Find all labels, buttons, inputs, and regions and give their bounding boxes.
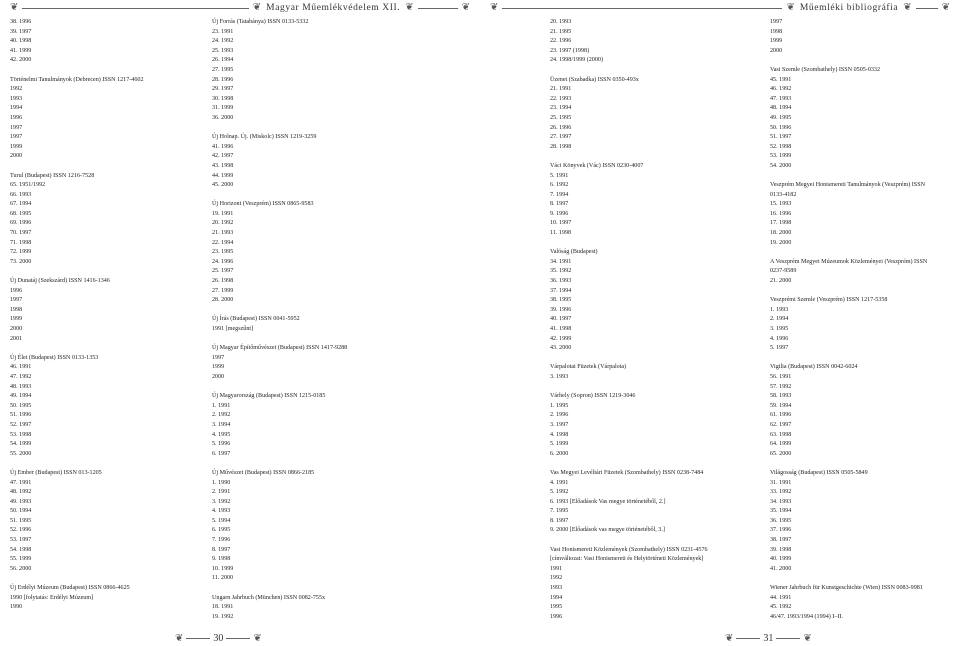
- entry-spacer: [212, 459, 472, 469]
- right-page: [480, 0, 960, 646]
- volume-entry: 35. 1992: [550, 268, 572, 275]
- entry-spacer: [770, 56, 960, 66]
- right-running-header: [490, 2, 950, 14]
- volume-entry: 50. 1994: [10, 508, 32, 515]
- periodical-title: Új Írás (Budapest) ISSN 0041-5952: [212, 316, 300, 323]
- volume-entry: 20. 1993: [550, 19, 572, 25]
- volume-entry: 42. 2000: [10, 57, 32, 64]
- volume-entry: 1. 1990: [212, 479, 231, 486]
- entry-spacer: [212, 335, 472, 345]
- volume-entry: 36. 1993: [550, 278, 572, 285]
- volume-entry: 1. 1991: [212, 402, 231, 409]
- volume-entry: 53. 1997: [10, 537, 32, 544]
- volume-entry: 27. 1997: [550, 134, 572, 141]
- volume-entry: 26. 1994: [212, 57, 234, 64]
- volume-entry: 53. 1999: [770, 153, 792, 160]
- volume-entry: 41. 1999: [10, 47, 32, 54]
- periodical-title: Várpalotai Füzetek (Várpalota): [550, 364, 627, 371]
- volume-entry: 5. 1999: [550, 441, 569, 448]
- volume-entry: 36. 2000: [212, 114, 234, 121]
- volume-entry: 27. 1999: [212, 287, 234, 294]
- volume-entry: 72. 1999: [10, 249, 32, 256]
- ornament-icon: ❦: [725, 632, 734, 644]
- volume-entry: 52. 1997: [10, 421, 32, 428]
- periodical-title: Új Magyar Építőművészet (Budapest) ISSN 1417-9288: [212, 345, 348, 352]
- volume-entry: 2. 1994: [770, 316, 789, 323]
- volume-entry: 1992: [10, 86, 23, 93]
- volume-entry: 55. 1999: [10, 556, 32, 563]
- volume-entry: 55. 2000: [10, 450, 32, 457]
- volume-entry: 5. 1991: [550, 172, 569, 179]
- volume-entry: 5. 1996: [212, 441, 231, 448]
- volume-entry: 62. 1997: [770, 421, 792, 428]
- volume-entry: 1. 1993: [770, 306, 789, 313]
- volume-entry: 54. 1999: [10, 441, 32, 448]
- volume-entry: 15. 1993: [770, 201, 792, 208]
- entry-spacer: [770, 354, 960, 364]
- volume-entry: 40. 1999: [770, 556, 792, 563]
- volume-entry: 25. 1995: [550, 114, 572, 121]
- volume-entry: 1996: [550, 613, 563, 620]
- volume-entry: 61. 1996: [770, 412, 792, 419]
- volume-entry: 1. 1995: [550, 402, 569, 409]
- right-header-title: Műemléki bibliográfia: [799, 3, 899, 13]
- volume-entry: 54. 2000: [770, 162, 792, 169]
- volume-entry: [címváltozat: Vasi Honismereti és Helytörténeti Közlemények]: [550, 556, 704, 563]
- volume-entry: 1999: [770, 38, 783, 45]
- volume-entry: 47. 1991: [10, 479, 32, 486]
- periodical-title: Történelmi Tanulmányok (Debrecen) ISSN 1217-4602: [10, 76, 144, 83]
- volume-entry: 50. 1996: [770, 124, 792, 131]
- volume-entry: 52. 1998: [770, 143, 792, 150]
- ornament-icon: ❦: [941, 2, 950, 13]
- volume-entry: 1993: [550, 585, 563, 592]
- entry-spacer: [770, 172, 960, 182]
- entry-spacer: [10, 344, 200, 354]
- periodical-title: Új Ember (Budapest) ISSN 013-1205: [10, 469, 102, 476]
- volume-entry: 38. 1996: [10, 19, 32, 25]
- volume-entry: 24. 1998/1999 (2000): [550, 57, 603, 64]
- bibliography-column-4: [770, 18, 960, 622]
- entry-spacer: [10, 574, 200, 584]
- volume-entry: 73. 2000: [10, 258, 32, 265]
- volume-entry: 37. 1996: [770, 527, 792, 534]
- left-header-title: Magyar Műemlékvédelem XII.: [266, 3, 401, 13]
- volume-entry: 5. 1994: [212, 517, 231, 524]
- volume-entry: 22. 1996: [550, 38, 572, 45]
- volume-entry: 52. 1996: [10, 527, 32, 534]
- volume-entry: 27. 1995: [212, 66, 234, 73]
- volume-entry: 20. 1992: [212, 220, 234, 227]
- volume-entry: 21. 2000: [770, 278, 792, 285]
- volume-entry: 11. 1998: [550, 230, 572, 237]
- volume-entry: 1994: [550, 594, 563, 601]
- volume-entry: 53. 1998: [10, 431, 32, 438]
- volume-entry: 19. 1991: [212, 210, 234, 217]
- volume-entry: 49. 1994: [10, 393, 32, 400]
- header-rule: [502, 8, 782, 9]
- volume-entry: 1995: [550, 604, 563, 611]
- volume-entry: 25. 1997: [212, 268, 234, 275]
- volume-entry: 47. 1992: [10, 373, 32, 380]
- periodical-title: Ungarn Jahrbuch (München) ISSN 0082-755x: [212, 594, 326, 601]
- volume-entry: 37. 1994: [550, 287, 572, 294]
- volume-entry: 23. 1991: [212, 28, 234, 35]
- volume-entry: 51. 1996: [10, 412, 32, 419]
- volume-entry: 43. 1998: [212, 162, 234, 169]
- entry-spacer: [550, 239, 760, 249]
- ornament-icon: ❦: [903, 2, 912, 13]
- volume-entry: 1992: [550, 575, 563, 582]
- ornament-icon: ❦: [10, 2, 19, 13]
- volume-entry: 0133-4182: [770, 191, 797, 198]
- volume-entry: 17. 1998: [770, 220, 792, 227]
- volume-entry: 41. 1996: [212, 143, 234, 150]
- volume-entry: 56. 1991: [770, 373, 792, 380]
- volume-entry: 1990: [10, 604, 23, 611]
- volume-entry: 1994: [10, 105, 23, 112]
- volume-entry: 2000: [770, 47, 783, 54]
- periodical-title: Új Élet (Budapest) ISSN 0133-1353: [10, 354, 99, 361]
- volume-entry: 1999: [212, 364, 225, 371]
- volume-entry: 6. 1997: [212, 450, 231, 457]
- volume-entry: 69. 1996: [10, 220, 32, 227]
- volume-entry: 59. 1994: [770, 402, 792, 409]
- periodical-title: Új Művészet (Budapest) ISSN 0866-2185: [212, 469, 315, 476]
- periodical-title: Váci Könyvek (Vác) ISSN 0230-4007: [550, 162, 644, 169]
- volume-entry: 10. 1999: [212, 565, 234, 572]
- volume-entry: 6. 1992: [550, 182, 569, 189]
- ornament-icon: ❦: [490, 2, 499, 13]
- entry-spacer: [550, 536, 760, 546]
- periodical-title: Világosság (Budapest) ISSN 0505-5849: [770, 469, 868, 476]
- volume-entry: 6. 1995: [212, 527, 231, 534]
- periodical-title: Valóság (Budapest): [550, 249, 598, 256]
- volume-entry: 2000: [10, 153, 23, 160]
- volume-entry: 19. 1992: [212, 613, 234, 620]
- ornament-icon: ❦: [175, 632, 184, 644]
- volume-entry: 26. 1996: [550, 124, 572, 131]
- entry-spacer: [770, 248, 960, 258]
- volume-entry: 1997: [10, 134, 23, 141]
- volume-entry: 34. 1991: [550, 258, 572, 265]
- volume-entry: 11. 2000: [212, 575, 234, 582]
- ornament-icon: ❦: [252, 2, 262, 13]
- volume-entry: 4. 1991: [550, 479, 569, 486]
- periodical-title: Várhely (Sopron) ISSN 1219-3046: [550, 393, 636, 400]
- periodical-title: Turul (Budapest) ISSN 1216-7528: [10, 172, 95, 179]
- entry-spacer: [770, 287, 960, 297]
- volume-entry: 35. 1994: [770, 508, 792, 515]
- volume-entry: 51. 1995: [10, 517, 32, 524]
- volume-entry: 48. 1992: [10, 489, 32, 496]
- volume-entry: 5. 1997: [770, 345, 789, 352]
- bibliography-column-3: [550, 18, 760, 622]
- ornament-icon: ❦: [405, 2, 414, 13]
- volume-entry: 1996: [10, 287, 23, 294]
- volume-entry: 21. 1991: [550, 86, 572, 93]
- volume-entry: 21. 1995: [550, 28, 572, 35]
- periodical-title: Üzenet (Szabadka) ISSN 0350-493x: [550, 76, 639, 83]
- volume-entry: 34. 1993: [770, 498, 792, 505]
- volume-entry: 1997: [770, 19, 783, 25]
- left-running-header: [10, 2, 470, 14]
- periodical-title: Új Holnap. Új. (Miskolc) ISSN 1219-3259: [212, 134, 317, 141]
- volume-entry: 3. 1994: [212, 421, 231, 428]
- volume-entry: 9. 1996: [550, 210, 569, 217]
- volume-entry: 7. 1994: [550, 191, 569, 198]
- volume-entry: 68. 1995: [10, 210, 32, 217]
- volume-entry: 44. 1991: [770, 594, 792, 601]
- periodical-title: Vasi Szemle (Szombathely) ISSN 0505-0332: [770, 66, 881, 73]
- volume-entry: 9. 2000 [Előadások vas megye történetéből, 3.]: [550, 527, 665, 534]
- volume-entry: 18. 1991: [212, 604, 234, 611]
- entry-spacer: [550, 354, 760, 364]
- volume-entry: 24. 1992: [212, 38, 234, 45]
- right-page-number: [725, 633, 812, 644]
- volume-entry: 23. 1995: [212, 249, 234, 256]
- periodical-title: Vigilia (Budapest) ISSN 0042-6024: [770, 364, 858, 371]
- volume-entry: 2001: [10, 335, 23, 342]
- volume-entry: 2. 1996: [550, 412, 569, 419]
- volume-entry: 1999: [10, 143, 23, 150]
- volume-entry: 43. 2000: [550, 345, 572, 352]
- volume-entry: 1997: [10, 124, 23, 131]
- volume-entry: 42. 1997: [212, 153, 234, 160]
- volume-entry: 40. 1997: [550, 316, 572, 323]
- header-rule: [418, 8, 458, 9]
- volume-entry: 57. 1992: [770, 383, 792, 390]
- volume-entry: 36. 1995: [770, 517, 792, 524]
- ornament-icon: ❦: [803, 632, 812, 644]
- ornament-icon: ❦: [786, 2, 795, 13]
- volume-entry: 31. 1999: [212, 105, 234, 112]
- volume-entry: 1996: [10, 114, 23, 121]
- volume-entry: 5. 1992: [550, 489, 569, 496]
- volume-entry: 23. 1994: [550, 105, 572, 112]
- volume-entry: 39. 1996: [550, 306, 572, 313]
- volume-entry: 47. 1993: [770, 95, 792, 102]
- header-rule: [916, 8, 938, 9]
- volume-entry: 1990 [folytatás: Erdélyi Múzeum]: [10, 594, 94, 601]
- volume-entry: 4. 1993: [212, 508, 231, 515]
- volume-entry: 66. 1993: [10, 191, 32, 198]
- entry-spacer: [550, 459, 760, 469]
- volume-entry: 45. 2000: [212, 182, 234, 189]
- volume-entry: 28. 1998: [550, 143, 572, 150]
- ornament-icon: ❦: [461, 2, 470, 13]
- volume-entry: 0237-9589: [770, 268, 797, 275]
- volume-entry: 22. 1994: [212, 239, 234, 246]
- volume-entry: 19. 2000: [770, 239, 792, 246]
- periodical-title: Veszprém Megyei Honismereti Tanulmányok (Veszprém) ISSN: [770, 182, 925, 189]
- volume-entry: 45. 1992: [770, 604, 792, 611]
- volume-entry: 16. 1996: [770, 210, 792, 217]
- volume-entry: 8. 1997: [212, 546, 231, 553]
- periodical-title: Vas Megyei Levéltári Füzetek (Szombathely) ISSN 0238-7484: [550, 469, 704, 476]
- volume-entry: 1998: [10, 306, 23, 313]
- volume-entry: 6. 1993 [Előadások Vas megye történetéből, 2.]: [550, 498, 666, 505]
- volume-entry: 48. 1994: [770, 105, 792, 112]
- volume-entry: 31. 1991: [770, 479, 792, 486]
- volume-entry: 49. 1995: [770, 114, 792, 121]
- volume-entry: 46. 1992: [770, 86, 792, 93]
- periodical-title: Új Horizont (Veszprém) ISSN 0865-9583: [212, 201, 314, 208]
- volume-entry: 25. 1993: [212, 47, 234, 54]
- volume-entry: 23. 1997 (1998): [550, 47, 590, 54]
- volume-entry: 7. 1996: [212, 537, 231, 544]
- volume-entry: 1997: [10, 297, 23, 304]
- bibliography-column-2: [212, 18, 472, 622]
- periodical-title: Új Magyarország (Budapest) ISSN 1215-0185: [212, 393, 326, 400]
- volume-entry: 58. 1993: [770, 393, 792, 400]
- entry-spacer: [212, 124, 472, 134]
- entry-spacer: [550, 66, 760, 76]
- volume-entry: 1997: [212, 354, 225, 361]
- volume-entry: 24. 1996: [212, 258, 234, 265]
- volume-entry: 65. 2000: [770, 450, 792, 457]
- entry-spacer: [212, 383, 472, 393]
- volume-entry: 56. 2000: [10, 565, 32, 572]
- volume-entry: 1998: [770, 28, 783, 35]
- volume-entry: 71. 1998: [10, 239, 32, 246]
- volume-entry: 39. 1997: [10, 28, 32, 35]
- volume-entry: 28. 1996: [212, 76, 234, 83]
- volume-entry: 29. 1997: [212, 86, 234, 93]
- periodical-title: Új Forrás (Tatabánya) ISSN 0133-5332: [212, 19, 309, 25]
- volume-entry: 41. 2000: [770, 565, 792, 572]
- periodical-title: Wiener Jahrbuch für Kunstgeschichte (Wien) ISSN 0083-9981: [770, 585, 923, 592]
- entry-spacer: [550, 383, 760, 393]
- volume-entry: 3. 1997: [550, 421, 569, 428]
- entry-spacer: [212, 306, 472, 316]
- volume-entry: 41. 1998: [550, 326, 572, 332]
- volume-entry: 1993: [10, 95, 23, 102]
- volume-entry: 40. 1998: [10, 38, 32, 45]
- volume-entry: 46. 1991: [10, 364, 32, 371]
- periodical-title: Új Dunatáj (Szekszárd) ISSN 1416-1346: [10, 278, 110, 285]
- volume-entry: 7. 1995: [550, 508, 569, 515]
- ornament-icon: ❦: [253, 632, 262, 644]
- header-rule: [22, 8, 248, 9]
- volume-entry: 51. 1997: [770, 134, 792, 141]
- entry-spacer: [10, 267, 200, 277]
- volume-entry: 67. 1994: [10, 201, 32, 208]
- bibliography-column-1: [10, 18, 200, 613]
- volume-entry: 65. 1951/1992: [10, 182, 46, 189]
- volume-entry: 21. 1993: [212, 230, 234, 237]
- volume-entry: 8. 1997: [550, 201, 569, 208]
- periodical-title: Vasi Honismereti Közlemények (Szombathely) ISSN 0231-4576: [550, 546, 708, 553]
- volume-entry: 3. 1995: [770, 326, 789, 332]
- volume-entry: 45. 1991: [770, 76, 792, 83]
- volume-entry: 42. 1999: [550, 335, 572, 342]
- volume-entry: 38. 1997: [770, 537, 792, 544]
- volume-entry: 2. 1991: [212, 489, 231, 496]
- volume-entry: 38. 1995: [550, 297, 572, 304]
- volume-entry: 70. 1997: [10, 230, 32, 237]
- left-page-number: [175, 633, 262, 644]
- volume-entry: 49. 1993: [10, 498, 32, 505]
- page-number-text: 30: [213, 633, 224, 644]
- volume-entry: 4. 1996: [770, 335, 789, 342]
- volume-entry: 8. 1997: [550, 517, 569, 524]
- periodical-title: Új Erdélyi Múzeum (Budapest) ISSN 0866-4625: [10, 585, 130, 592]
- volume-entry: 18. 2000: [770, 230, 792, 237]
- entry-spacer: [212, 584, 472, 594]
- entry-spacer: [770, 574, 960, 584]
- volume-entry: 44. 1999: [212, 172, 234, 179]
- volume-entry: 28. 2000: [212, 297, 234, 304]
- volume-entry: 9. 1998: [212, 556, 231, 563]
- volume-entry: 64. 1999: [770, 441, 792, 448]
- volume-entry: 6. 2000: [550, 450, 569, 457]
- volume-entry: 3. 1992: [212, 498, 231, 505]
- volume-entry: 22. 1993: [550, 95, 572, 102]
- entry-spacer: [212, 191, 472, 201]
- volume-entry: 39. 1998: [770, 546, 792, 553]
- volume-entry: 46/47. 1993/1994 (1994) I–II.: [770, 613, 843, 620]
- entry-spacer: [10, 459, 200, 469]
- volume-entry: 2000: [212, 373, 225, 380]
- volume-entry: 2. 1992: [212, 412, 231, 419]
- entry-spacer: [10, 162, 200, 172]
- volume-entry: 10. 1997: [550, 220, 572, 227]
- periodical-title: A Veszprém Megyei Múzeumok Közleményei (Veszprém) ISSN: [770, 258, 928, 265]
- volume-entry: 63. 1998: [770, 431, 792, 438]
- volume-entry: 50. 1995: [10, 402, 32, 409]
- volume-entry: 1991: [550, 565, 563, 572]
- entry-spacer: [550, 152, 760, 162]
- volume-entry: 4. 1995: [212, 431, 231, 438]
- volume-entry: 1999: [10, 316, 23, 323]
- volume-entry: 2000: [10, 326, 23, 332]
- volume-entry: 48. 1993: [10, 383, 32, 390]
- volume-entry: 30. 1998: [212, 95, 234, 102]
- volume-entry: 1991 [megszűnt]: [212, 326, 254, 332]
- periodical-title: Veszprémi Szemle (Veszprém) ISSN 1217-5358: [770, 297, 888, 304]
- volume-entry: 3. 1993: [550, 373, 569, 380]
- volume-entry: 33. 1992: [770, 489, 792, 496]
- page-number-text: 31: [763, 633, 774, 644]
- entry-spacer: [10, 66, 200, 76]
- volume-entry: 54. 1998: [10, 546, 32, 553]
- volume-entry: 26. 1998: [212, 278, 234, 285]
- volume-entry: 4. 1998: [550, 431, 569, 438]
- entry-spacer: [770, 459, 960, 469]
